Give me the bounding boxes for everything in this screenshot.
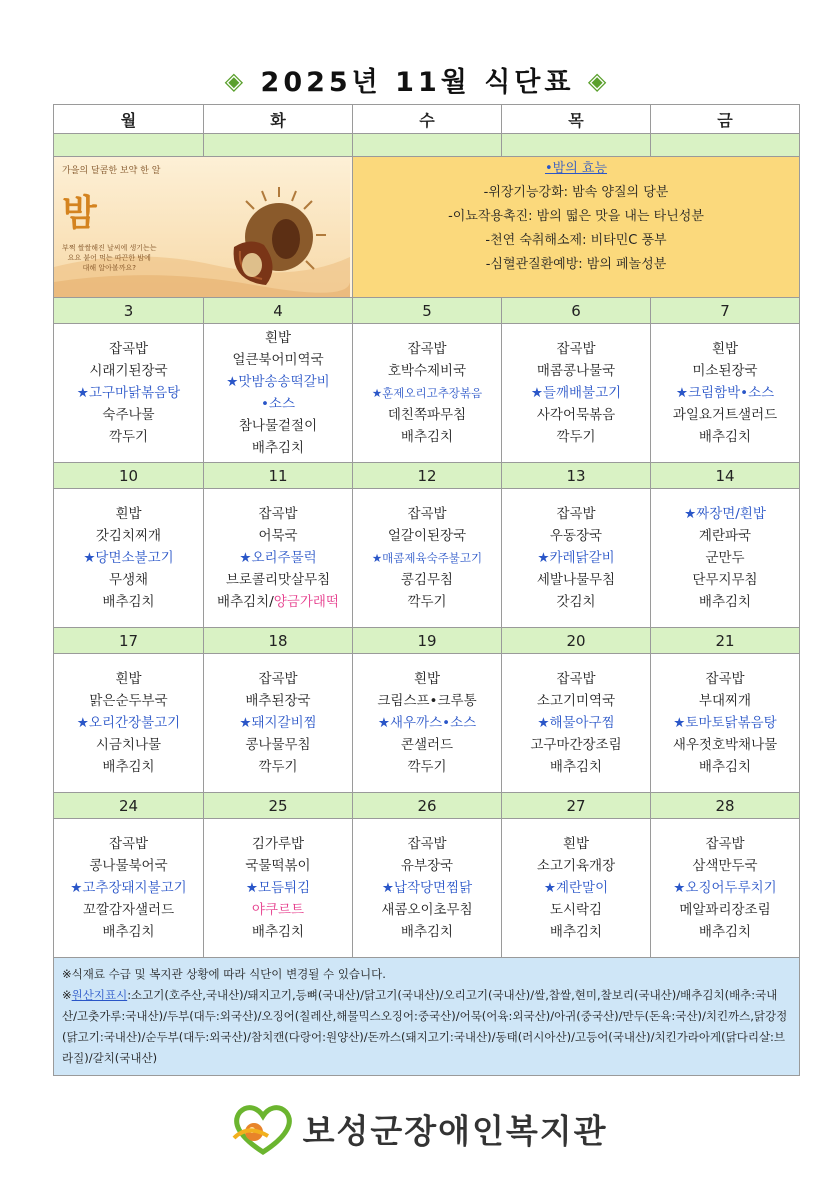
- meal-item: [54, 833, 203, 855]
- meal-item: [204, 877, 352, 899]
- meal-item-text: 갓김치: [556, 594, 596, 610]
- meal-item-text: •소스: [260, 396, 296, 412]
- page-title: [0, 60, 835, 99]
- meal-item-text: 흰밥: [115, 671, 142, 687]
- meal-item-text: 잡곡밥: [556, 671, 596, 687]
- meal-item-text: 무생채: [108, 572, 149, 588]
- meal-row: [54, 489, 800, 628]
- meal-item-text: 흰밥: [413, 671, 441, 687]
- meal-item: [651, 503, 799, 525]
- date-row: [54, 463, 800, 489]
- meal-row: [54, 654, 800, 793]
- notes-cell: [54, 958, 800, 1076]
- date-cell: 20: [502, 628, 651, 654]
- meal-item: [353, 855, 501, 877]
- meal-cell: [353, 654, 502, 793]
- meal-item-text: ★토마토닭볶음탕: [673, 715, 777, 731]
- meal-item: [353, 690, 501, 712]
- meal-item-text: ★계란말이: [543, 880, 609, 896]
- meal-item-text: ★오징어두루치기: [673, 880, 777, 896]
- meal-item-text: 배추김치: [400, 924, 454, 940]
- day-header: 월: [54, 105, 204, 134]
- meal-cell: [502, 324, 651, 463]
- meal-item-text: 소고기육개장: [536, 858, 616, 874]
- meal-item: [502, 712, 650, 734]
- banner-subtext: [62, 243, 157, 273]
- meal-item: [204, 393, 352, 415]
- chestnut-illustration: [54, 157, 350, 297]
- meal-item: [651, 591, 799, 613]
- notice-line: ※식재료 수급 및 복지관 상황에 따라 식단이 변경될 수 있습니다.: [62, 967, 386, 981]
- origin-text: :소고기(호주산,국내산)/돼지고기,등뼈(국내산)/닭고기(국내산)/오리고기(국내산)/쌀,찹쌀,현미,찰보리(국내산)/배추김치(배추:국내산/고춧가루:국내산)/두부(대두:외국산)/오징어(칠레산,해물믹스오징어:중국산)/어묵(어육:외국산)/아귀(중국산)/만두(돈육:국산)/치킨까스,닭강정(닭고기:국내산)/순두부(대두:외국산)/참치캔(다랑어:원양산)/돈까스(돼지고기:국내산)/동태(러시아산)/고등어(국내산)/치킨가라아게(닭다리살:브라질)/갈치(국내산): [62, 988, 788, 1065]
- meal-item: [204, 327, 352, 349]
- meal-item: [353, 426, 501, 448]
- meal-item-text: 소고기미역국: [536, 693, 616, 709]
- meal-item-text: 시래기된장국: [89, 363, 168, 379]
- meal-item-text: ★훈제오리고추장볶음: [371, 386, 483, 400]
- meal-item-text: 잡곡밥: [407, 506, 447, 522]
- meal-cell: [54, 819, 204, 958]
- meal-item: [204, 437, 352, 459]
- meal-item-text: 사각어묵볶음: [536, 407, 616, 423]
- meal-item: [54, 547, 203, 569]
- meal-item: [54, 877, 203, 899]
- date-row: [54, 628, 800, 654]
- meal-item-text: 깍두기: [407, 759, 447, 775]
- meal-item-text: ★새우까스•소스: [377, 715, 477, 731]
- diamond-icon: ◈: [224, 67, 248, 95]
- meal-item: [204, 547, 352, 569]
- meal-item-text: 잡곡밥: [407, 341, 447, 357]
- meal-item: [651, 899, 799, 921]
- meal-item: [204, 734, 352, 756]
- effect-line: -심혈관질환예방: 밤의 페놀성분: [485, 257, 667, 272]
- meal-item: [54, 426, 203, 448]
- meal-item: [204, 349, 352, 371]
- meal-item-text: 잡곡밥: [556, 341, 596, 357]
- meal-item-text: 군만두: [705, 550, 745, 566]
- banner-subtext-line: 요요 붙어 먹는 따끈한 밤에: [67, 254, 151, 262]
- meal-item-text: 배추김치: [251, 440, 305, 456]
- meal-item: [353, 833, 501, 855]
- meal-item: [54, 855, 203, 877]
- meal-cell: [54, 654, 204, 793]
- meal-item-text: 새우젓호박채나물: [672, 737, 778, 753]
- meal-item-text: 단무지무침: [692, 572, 758, 588]
- meal-item-text: 갓김치찌개: [95, 528, 162, 544]
- meal-item-extra: 양금가래떡: [273, 594, 339, 610]
- meal-item-text: 잡곡밥: [705, 671, 745, 687]
- effect-line: -이뇨작용촉진: 밤의 떫은 맛을 내는 타닌성분: [448, 209, 704, 224]
- meal-item: [651, 833, 799, 855]
- meal-item: [502, 404, 650, 426]
- meal-item-text: 메알꽈리장조림: [679, 902, 771, 918]
- meal-item: [54, 756, 203, 778]
- meal-item: [204, 503, 352, 525]
- meal-item: [651, 877, 799, 899]
- meal-item-text: 배추김치: [698, 924, 752, 940]
- meal-item: [54, 503, 203, 525]
- meal-item-text: 배추김치: [698, 594, 752, 610]
- meal-item-text: 크림스프•크루통: [377, 693, 477, 709]
- meal-item: [502, 591, 650, 613]
- meal-item-text: 국물떡볶이: [245, 858, 311, 874]
- meal-item-text: 잡곡밥: [108, 836, 149, 852]
- banner-row: [54, 157, 800, 298]
- meal-item: [204, 415, 352, 437]
- meal-item: [353, 756, 501, 778]
- banner-word: 밤: [62, 193, 97, 234]
- meal-item: [502, 833, 650, 855]
- meal-item-text: ★납작당면찜닭: [381, 880, 473, 896]
- meal-cell: [502, 489, 651, 628]
- date-cell: 12: [353, 463, 502, 489]
- meal-item: [502, 899, 650, 921]
- meal-item-text: 도시락김: [549, 902, 603, 918]
- meal-item: [54, 690, 203, 712]
- meal-item: [651, 569, 799, 591]
- meal-item-text: 깍두기: [407, 594, 447, 610]
- meal-item-text: 잡곡밥: [407, 836, 447, 852]
- meal-item: [353, 668, 501, 690]
- meal-item: [502, 382, 650, 404]
- meal-cell: [353, 324, 502, 463]
- meal-item: [204, 690, 352, 712]
- meal-item: [54, 921, 203, 943]
- meal-item-text: 야쿠르트: [251, 902, 305, 918]
- meal-item: [54, 734, 203, 756]
- diamond-icon: ◈: [587, 67, 611, 95]
- meal-item-text: ★매콤제육숙주불고기: [371, 551, 483, 565]
- meal-item: [651, 547, 799, 569]
- day-header: 목: [502, 105, 651, 134]
- meal-item-text: 깍두기: [108, 429, 149, 445]
- meal-item-text: 브로콜리맛살무침: [225, 572, 331, 588]
- date-row: [54, 298, 800, 324]
- meal-item: [651, 921, 799, 943]
- meal-item: [204, 525, 352, 547]
- org-name: 보성군장애인복지관: [302, 1111, 608, 1151]
- menu-table: [53, 104, 800, 1076]
- meal-cell: [651, 489, 800, 628]
- day-header-row: [54, 105, 800, 134]
- date-cell: 11: [204, 463, 353, 489]
- date-cell: 19: [353, 628, 502, 654]
- meal-item: [204, 371, 352, 393]
- meal-item-text: 김가루밥: [251, 836, 305, 852]
- meal-item-text: 우동장국: [549, 528, 603, 544]
- meal-cell: [651, 324, 800, 463]
- meal-item-text: 과일요거트샐러드: [672, 407, 778, 423]
- notes-row: [54, 958, 800, 1076]
- meal-item: [204, 855, 352, 877]
- meal-item-text: ★들깨배불고기: [530, 385, 622, 401]
- meal-cell: [204, 489, 353, 628]
- meal-cell: [651, 819, 800, 958]
- meal-item: [651, 382, 799, 404]
- meal-row: [54, 324, 800, 463]
- meal-item: [54, 591, 203, 613]
- meal-item: [651, 855, 799, 877]
- effects-title: •밤의 효능: [544, 161, 608, 176]
- meal-item: [353, 569, 501, 591]
- effect-line: -위장기능강화: 밤속 양질의 당분: [483, 185, 669, 200]
- day-header: 수: [353, 105, 502, 134]
- meal-item-text: 부대찌개: [698, 693, 752, 709]
- meal-item: [353, 404, 501, 426]
- date-cell: 13: [502, 463, 651, 489]
- meal-item: [353, 338, 501, 360]
- meal-item-text: 흰밥: [562, 836, 590, 852]
- meal-item-text: ★오리주물럭: [239, 550, 317, 566]
- meal-item-text: 배추김치: [549, 759, 603, 775]
- meal-item-text: 깍두기: [258, 759, 298, 775]
- meal-item: [353, 921, 501, 943]
- title-text: 2025년 11월 식단표: [260, 67, 575, 98]
- meal-cell: [204, 324, 353, 463]
- meal-item-text: 흰밥: [711, 341, 739, 357]
- meal-item: [204, 833, 352, 855]
- meal-item-text: ★오리간장불고기: [76, 715, 181, 731]
- meal-item: [54, 668, 203, 690]
- meal-item: [204, 899, 352, 921]
- meal-item: [204, 712, 352, 734]
- meal-item: [651, 690, 799, 712]
- meal-cell: [502, 654, 651, 793]
- meal-item-text: 배추김치: [698, 759, 752, 775]
- meal-item: [353, 899, 501, 921]
- meal-item: [502, 360, 650, 382]
- org-logo-icon: [228, 1102, 298, 1156]
- spacer-row: [54, 134, 800, 157]
- meal-item-text: ★카레닭갈비: [537, 550, 615, 566]
- meal-item-text: 새콤오이초무침: [381, 902, 473, 918]
- meal-item: [204, 591, 352, 613]
- date-cell: 3: [54, 298, 204, 324]
- effect-line: -천연 숙취해소제: 비타민C 풍부: [485, 233, 667, 248]
- meal-cell: [54, 324, 204, 463]
- meal-item-text: 꼬깔감자샐러드: [82, 902, 175, 918]
- meal-item-text: ★맛밤송송떡갈비: [226, 374, 330, 390]
- date-cell: 25: [204, 793, 353, 819]
- origin-info: [62, 985, 791, 1069]
- meal-item: [353, 547, 501, 569]
- meal-item-text: 참나물겉절이: [238, 418, 318, 434]
- meal-item-text: ★모듬튀김: [245, 880, 311, 896]
- meal-item: [502, 855, 650, 877]
- day-header: 화: [204, 105, 353, 134]
- meal-item-text: 잡곡밥: [705, 836, 745, 852]
- meal-row: [54, 819, 800, 958]
- meal-item-text: 흰밥: [264, 330, 292, 346]
- meal-item-text: ★당면소불고기: [83, 550, 174, 566]
- meal-item-text: 배추김치/: [217, 594, 274, 610]
- meal-item-text: 배추김치: [102, 594, 155, 610]
- meal-item: [651, 525, 799, 547]
- meal-item-text: 배추김치: [698, 429, 752, 445]
- meal-item-text: 유부장국: [400, 858, 454, 874]
- date-cell: 21: [651, 628, 800, 654]
- meal-item-text: 계란파국: [698, 528, 752, 544]
- meal-cell: [54, 489, 204, 628]
- meal-item: [502, 756, 650, 778]
- meal-item: [502, 547, 650, 569]
- meal-item: [204, 569, 352, 591]
- meal-item-text: ★짜장면/흰밥: [684, 506, 766, 522]
- meal-item: [204, 921, 352, 943]
- meal-item-text: ★고추장돼지불고기: [70, 880, 187, 896]
- meal-cell: [502, 819, 651, 958]
- meal-item: [54, 404, 203, 426]
- meal-item: [54, 360, 203, 382]
- meal-item-text: 얼큰북어미역국: [232, 352, 324, 368]
- meal-item: [204, 756, 352, 778]
- meal-item-text: 흰밥: [115, 506, 142, 522]
- date-cell: 5: [353, 298, 502, 324]
- chestnut-banner: [54, 157, 353, 298]
- banner-subtext-line: 부쩍 쌀쌀해진 날씨에 생기는는: [62, 244, 157, 252]
- meal-item: [651, 668, 799, 690]
- meal-item-text: 세발나물무침: [536, 572, 616, 588]
- meal-item-text: 잡곡밥: [556, 506, 596, 522]
- banner-caption: 가을의 달콤한 보약 한 알: [62, 166, 161, 176]
- meal-item-text: ★크림함박•소스: [675, 385, 775, 401]
- date-cell: 26: [353, 793, 502, 819]
- origin-prefix: ※: [62, 988, 72, 1002]
- origin-label: 원산지표시: [71, 988, 128, 1002]
- date-cell: 6: [502, 298, 651, 324]
- meal-item-text: 배추김치: [400, 429, 454, 445]
- meal-item: [651, 360, 799, 382]
- chestnut-effects: [353, 157, 800, 298]
- meal-item-text: 콩나물북어국: [89, 858, 168, 874]
- meal-item-text: 얼갈이된장국: [387, 528, 467, 544]
- meal-cell: [651, 654, 800, 793]
- meal-item: [502, 690, 650, 712]
- date-cell: 24: [54, 793, 204, 819]
- meal-item-text: 매콤콩나물국: [536, 363, 616, 379]
- meal-item: [502, 503, 650, 525]
- day-header: 금: [651, 105, 800, 134]
- meal-item: [54, 899, 203, 921]
- meal-cell: [353, 819, 502, 958]
- meal-item: [651, 712, 799, 734]
- meal-item-text: 어묵국: [258, 528, 298, 544]
- meal-item: [651, 338, 799, 360]
- meal-item-text: 시금치나물: [95, 737, 162, 753]
- date-cell: 28: [651, 793, 800, 819]
- meal-item: [54, 338, 203, 360]
- meal-item-text: 콘샐러드: [400, 737, 454, 753]
- meal-item-text: 숙주나물: [102, 407, 155, 423]
- meal-item: [353, 503, 501, 525]
- meal-item: [353, 360, 501, 382]
- meal-item: [651, 756, 799, 778]
- meal-item: [353, 734, 501, 756]
- meal-cell: [353, 489, 502, 628]
- meal-item-text: 잡곡밥: [258, 671, 298, 687]
- meal-item: [353, 877, 501, 899]
- meal-item: [502, 525, 650, 547]
- footer: [0, 1102, 835, 1156]
- meal-item-text: 잡곡밥: [258, 506, 298, 522]
- meal-item: [353, 382, 501, 404]
- meal-item-text: ★고구마닭볶음탕: [76, 385, 181, 401]
- meal-item: [502, 668, 650, 690]
- meal-cell: [204, 819, 353, 958]
- date-row: [54, 793, 800, 819]
- banner-subtext-line: 대해 알아볼까요?: [82, 264, 136, 272]
- meal-item: [651, 404, 799, 426]
- meal-item-text: 호박수제비국: [387, 363, 467, 379]
- meal-item-text: 미소된장국: [692, 363, 758, 379]
- meal-item-text: 배추김치: [102, 759, 155, 775]
- date-cell: 14: [651, 463, 800, 489]
- meal-item: [502, 734, 650, 756]
- meal-item: [502, 921, 650, 943]
- meal-item: [502, 877, 650, 899]
- meal-item: [353, 591, 501, 613]
- meal-item: [54, 382, 203, 404]
- meal-item-text: 배추김치: [251, 924, 305, 940]
- meal-item-text: 콩김무침: [400, 572, 454, 588]
- meal-item-text: 배추김치: [549, 924, 603, 940]
- date-cell: 4: [204, 298, 353, 324]
- meal-item-text: 배추된장국: [245, 693, 311, 709]
- meal-item: [54, 712, 203, 734]
- meal-item: [54, 525, 203, 547]
- meal-item: [502, 426, 650, 448]
- meal-item: [651, 734, 799, 756]
- date-cell: 18: [204, 628, 353, 654]
- meal-item-text: 깍두기: [556, 429, 596, 445]
- meal-item: [502, 569, 650, 591]
- meal-item: [502, 338, 650, 360]
- meal-item: [651, 426, 799, 448]
- meal-item: [204, 668, 352, 690]
- date-cell: 7: [651, 298, 800, 324]
- date-cell: 10: [54, 463, 204, 489]
- meal-item-text: ★돼지갈비찜: [239, 715, 317, 731]
- meal-item-text: 맑은순두부국: [89, 693, 168, 709]
- date-cell: 27: [502, 793, 651, 819]
- meal-item: [353, 525, 501, 547]
- meal-item-text: 배추김치: [102, 924, 155, 940]
- date-cell: 17: [54, 628, 204, 654]
- meal-item: [353, 712, 501, 734]
- meal-item-text: ★해물아구찜: [537, 715, 615, 731]
- meal-cell: [204, 654, 353, 793]
- meal-item-text: 잡곡밥: [108, 341, 149, 357]
- meal-item-text: 데친쪽파무침: [387, 407, 467, 423]
- meal-item-text: 고구마간장조림: [530, 737, 622, 753]
- meal-item: [54, 569, 203, 591]
- meal-item-text: 콩나물무침: [245, 737, 311, 753]
- meal-item-text: 삼색만두국: [692, 858, 758, 874]
